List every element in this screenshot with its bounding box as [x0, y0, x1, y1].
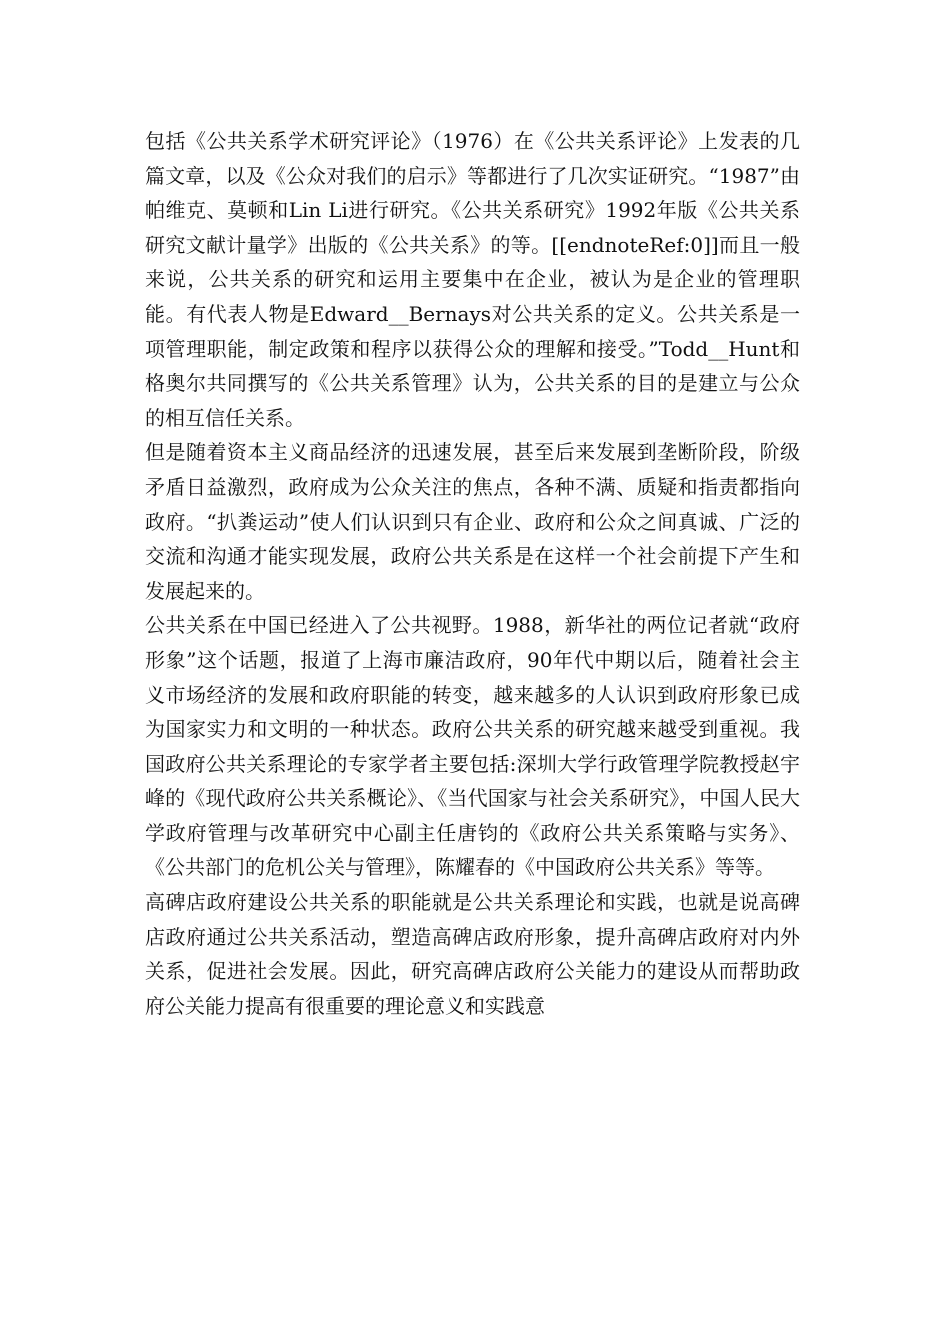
- paragraph-4: 高碑店政府建设公共关系的职能就是公共关系理论和实践，也就是说高碑店政府通过公共关系活动，塑造高碑店政府形象，提升高碑店政府对内外关系，促进社会发展。因此，研究高碑店政府公关能力的建设从而帮助政府公关能力提高有很重要的理论意义和实践意: [145, 890, 800, 1018]
- paragraph-3: 公共关系在中国已经进入了公共视野。1988，新华社的两位记者就“政府形象”这个话题，报道了上海市廉洁政府，90年代中期以后，随着社会主义市场经济的发展和政府职能的转变，越来越多的人认识到政府形象已成为国家实力和文明的一种状态。政府公共关系的研究越来越受到重视。我国政府公共关系理论的专家学者主要包括:深圳大学行政管理学院教授赵宇峰的《现代政府公共关系概论》、《当代国家与社会关系研究》，中国人民大学政府管理与改革研究中心副主任唐钧的《政府公共关系策略与实务》、《公共部门的危机公关与管理》，陈耀春的《中国政府公共关系》等等。: [145, 613, 800, 880]
- paragraph-2: 但是随着资本主义商品经济的迅速发展，甚至后来发展到垄断阶段，阶级矛盾日益激烈，政府成为公众关注的焦点，各种不满、质疑和指责都指向政府。“扒粪运动”使人们认识到只有企业、政府和公众之间真诚、广泛的交流和沟通才能实现发展，政府公共关系是在这样一个社会前提下产生和发展起来的。: [145, 440, 800, 603]
- paragraph-1: 包括《公共关系学术研究评论》（1976）在《公共关系评论》上发表的几篇文章，以及《公众对我们的启示》等都进行了几次实证研究。“1987”由帕维克、莫顿和Lin Li进行研究。《公共关系研究》1992年版《公共关系研究文献计量学》出版的《公共关系》的等。[[endnoteRef:0]]而且一般来说，公共关系的研究和运用主要集中在企业，被认为是企业的管理职能。有代表人物是Edward__Bernays对公共关系的定义。公共关系是一项管理职能，制定政策和程序以获得公众的理解和接受。”Todd__Hunt和格奥尔共同撰写的《公共关系管理》认为，公共关系的目的是建立与公众的相互信任关系。: [145, 129, 800, 430]
- document-body: [145, 124, 800, 1023]
